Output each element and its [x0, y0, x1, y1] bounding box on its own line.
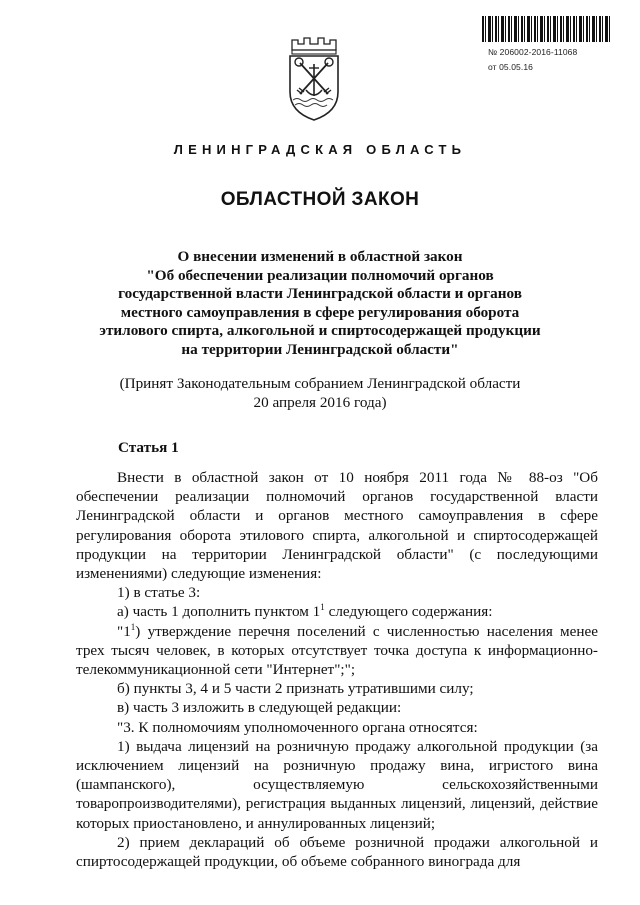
coat-of-arms-icon [282, 36, 346, 122]
paragraph: в) часть 3 изложить в следующей редакции: [117, 699, 402, 717]
title-line: "Об обеспечении реализации полномочий органов [146, 266, 494, 284]
paragraph: Внести в областной закон от 10 ноября 2011 года № 88-оз "Об обеспечении реализации полномочий органов государственной власти Ленинградской области и органов местного самоуправления в сфере регулирования оборота этилового спирта, алкогольной и спиртосодержащей продукции на территории Ленинградской области" (с последующими изменениями) следующие изменения: [76, 469, 598, 583]
article-body [76, 468, 598, 871]
registration-number: № 206002-2016-11068 [488, 47, 578, 57]
paragraph-text: ) утверждение перечня поселений с численностью населения менее трех тысяч человек, в которых отсутствует точка доступа к информационно-телекоммуникационной сети "Интернет";"; [76, 622, 598, 679]
paragraph: "3. К полномочиям уполномоченного органа относятся: [117, 718, 478, 736]
paragraph [76, 622, 598, 680]
paragraph [76, 602, 598, 621]
superscript: 1 [130, 621, 136, 632]
paragraph: 1) выдача лицензий на розничную продажу алкогольной продукции (за исключением лицензий на розничную продажу вина, игристого вина (шампанского), осуществляемую сельскохозяйственными товаропроизводителями), регистрация выданных лицензий, лицензий, действие которых приостановлено, и аннулированных лицензий; [76, 737, 598, 832]
title-line: О внесении изменений в областной закон [177, 248, 463, 265]
adoption-note [40, 374, 600, 412]
paragraph: 1) в статье 3: [117, 584, 201, 602]
paragraph-text: "1 [117, 622, 131, 640]
adoption-line: 20 апреля 2016 года) [253, 394, 387, 411]
document-type: ОБЛАСТНОЙ ЗАКОН [220, 189, 420, 210]
barcode [482, 16, 612, 42]
adoption-line: (Принят Законодательным собранием Ленинградской области [119, 375, 521, 392]
paragraph: 2) прием деклараций об объеме розничной продажи алкогольной и спиртосодержащей продукции, об объеме собранного винограда для [76, 833, 598, 871]
title-line: этилового спирта, алкогольной и спиртосодержащей продукции [99, 322, 541, 340]
law-title [60, 248, 580, 360]
title-line: на территории Ленинградской области" [181, 340, 459, 358]
title-line: местного самоуправления в сфере регулирования оборота [120, 303, 520, 321]
title-line: государственной власти Ленинградской области и органов [118, 285, 522, 303]
registration-date: от 05.05.16 [488, 62, 533, 72]
superscript: 1 [320, 602, 325, 613]
paragraph: б) пункты 3, 4 и 5 части 2 признать утратившими силу; [117, 680, 474, 698]
paragraph-text: а) часть 1 дополнить пунктом 1 [117, 603, 321, 621]
article-heading: Статья 1 [118, 439, 179, 456]
region-name: ЛЕНИНГРАДСКАЯ ОБЛАСТЬ [173, 142, 467, 157]
paragraph-text: следующего содержания: [324, 603, 493, 621]
